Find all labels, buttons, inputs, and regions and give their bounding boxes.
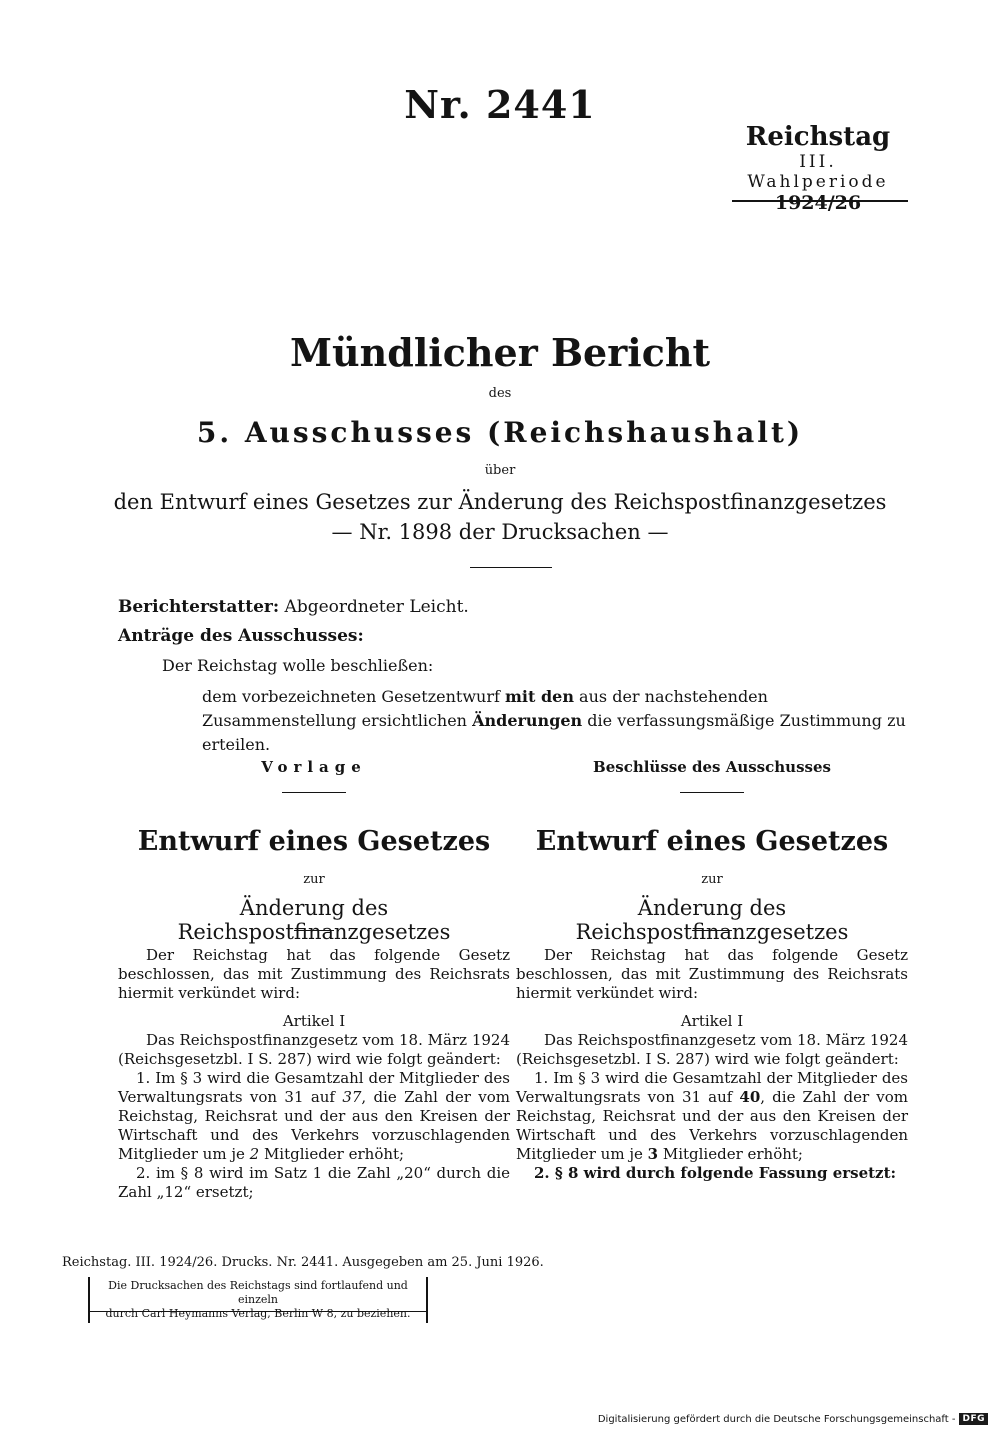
motion-text-part: aus der nachstehenden Zusammenstellung ersichtlichen [202, 687, 768, 730]
motion-text-part: die verfassungsmäßige Zustimmung zu erteilen. [202, 711, 906, 754]
column-heading-beschluesse: Beschlüsse des Ausschusses [593, 758, 831, 776]
column-rule [282, 792, 346, 793]
article-heading: Artikel I [680, 1012, 744, 1030]
issue-line: Reichstag. III. 1924/26. Drucks. Nr. 2441. Ausgegeben am 25. Juni 1926. [62, 1255, 544, 1270]
item-text: , die Zahl der vom Reichstag, Reichsrat und der aus den Kreisen der Wirtschaft und des Verkehrs vorzuschlagenden Mitglieder um je [118, 1088, 510, 1163]
parliament-name: Reichstag [745, 122, 891, 152]
credit-text: Digitalisierung gefördert durch die Deutsche Forschungsgemeinschaft - [597, 1413, 956, 1425]
committee-name: 5. Ausschusses (Reichshaushalt) [196, 416, 804, 449]
motion-text-emphasis: mit den [505, 687, 574, 706]
draft-zur-left: zur [303, 872, 325, 887]
column-rule [680, 792, 744, 793]
article-text: Das Reichspostfinanzgesetz vom 18. März 1924 (Reichsgesetzbl. I S. 287) wird wie folgt geändert: [118, 1031, 510, 1068]
dfg-logo-icon: DFG [959, 1413, 988, 1425]
item-number: 3 [647, 1145, 659, 1163]
reporter-label: Berichterstatter: [118, 597, 280, 617]
motion-text-part: dem vorbezeichneten Gesetzentwurf [202, 687, 505, 706]
item-text: Mitglieder erhöht; [259, 1145, 405, 1163]
distribution-notice [88, 1277, 428, 1323]
item-text: 1. Im § 3 wird die Gesamtzahl der Mitglieder des Verwaltungsrats von 31 auf [118, 1069, 510, 1106]
reporter-line [118, 597, 469, 617]
draft-zur-right: zur [701, 872, 723, 887]
title-ueber: über [484, 463, 516, 478]
header-rule [732, 200, 908, 202]
legislative-period: III. Wahlperiode [747, 152, 889, 192]
law-item-2: 2. im § 8 wird im Satz 1 die Zahl „20“ durch die Zahl „12“ ersetzt; [118, 1164, 510, 1201]
distribution-line-2: durch Carl Heymanns Verlag, Berlin W 8, zu beziehen. [105, 1307, 411, 1320]
item-number: 37 [342, 1088, 362, 1106]
law-item-1 [118, 1069, 510, 1164]
motions-heading: Anträge des Ausschusses: [118, 626, 364, 646]
article-text: Das Reichspostfinanzgesetz vom 18. März 1924 (Reichsgesetzbl. I S. 287) wird wie folgt geändert: [516, 1031, 908, 1068]
period-years: 1924/26 [774, 192, 862, 214]
item-text: Mitglieder erhöht; [658, 1145, 803, 1163]
motion-intro: Der Reichstag wolle beschließen: [162, 656, 434, 675]
title-rule [470, 567, 552, 568]
digitization-credit [598, 1413, 988, 1425]
document-number: Nr. 2441 [404, 82, 596, 127]
draft-title-right: Entwurf eines Gesetzes [535, 826, 889, 857]
draft-amend-right: Änderung des Reichspostfinanzgesetzes [575, 896, 849, 944]
draft-rule-right [692, 930, 732, 931]
motion-text-emphasis: Änderungen [472, 711, 583, 730]
item-number: 2 [249, 1145, 260, 1163]
title-des: des [488, 386, 512, 401]
distribution-line-1: Die Drucksachen des Reichstags sind fortlaufend und einzeln [108, 1279, 408, 1306]
item-number: 40 [739, 1088, 761, 1106]
law-intro: Der Reichstag hat das folgende Gesetz beschlossen, das mit Zustimmung des Reichsrats hiermit verkündet wird: [516, 946, 908, 1002]
report-subject: den Entwurf eines Gesetzes zur Änderung des Reichspostfinanzgesetzes [113, 490, 887, 514]
reporter-name: Abgeordneter Leicht. [284, 597, 469, 617]
item-text-bold: 2. § 8 wird durch folgende Fassung ersetzt: [534, 1164, 897, 1182]
draft-amend-left: Änderung des Reichspostfinanzgesetzes [177, 896, 451, 944]
law-item-1 [516, 1069, 908, 1164]
law-item-2 [516, 1164, 908, 1183]
column-heading-vorlage: Vorlage [261, 758, 367, 776]
article-heading: Artikel I [282, 1012, 346, 1030]
draft-title-left: Entwurf eines Gesetzes [137, 826, 491, 857]
law-text-right [516, 946, 908, 1183]
printed-matter-reference: — Nr. 1898 der Drucksachen — [331, 520, 669, 544]
report-title: Mündlicher Bericht [289, 330, 711, 375]
law-text-left [118, 946, 510, 1202]
draft-rule-left [294, 930, 334, 931]
item-text: 1. Im § 3 wird die Gesamtzahl der Mitglieder des Verwaltungsrats von 31 auf [516, 1069, 908, 1106]
motion-text [202, 685, 912, 757]
footer-rule [88, 1311, 428, 1312]
item-text: , die Zahl der vom Reichstag, Reichsrat und der aus den Kreisen der Wirtschaft und des Verkehrs vorzuschlagenden Mitglieder um je [516, 1088, 908, 1163]
law-intro: Der Reichstag hat das folgende Gesetz beschlossen, das mit Zustimmung des Reichsrats hiermit verkündet wird: [118, 946, 510, 1002]
